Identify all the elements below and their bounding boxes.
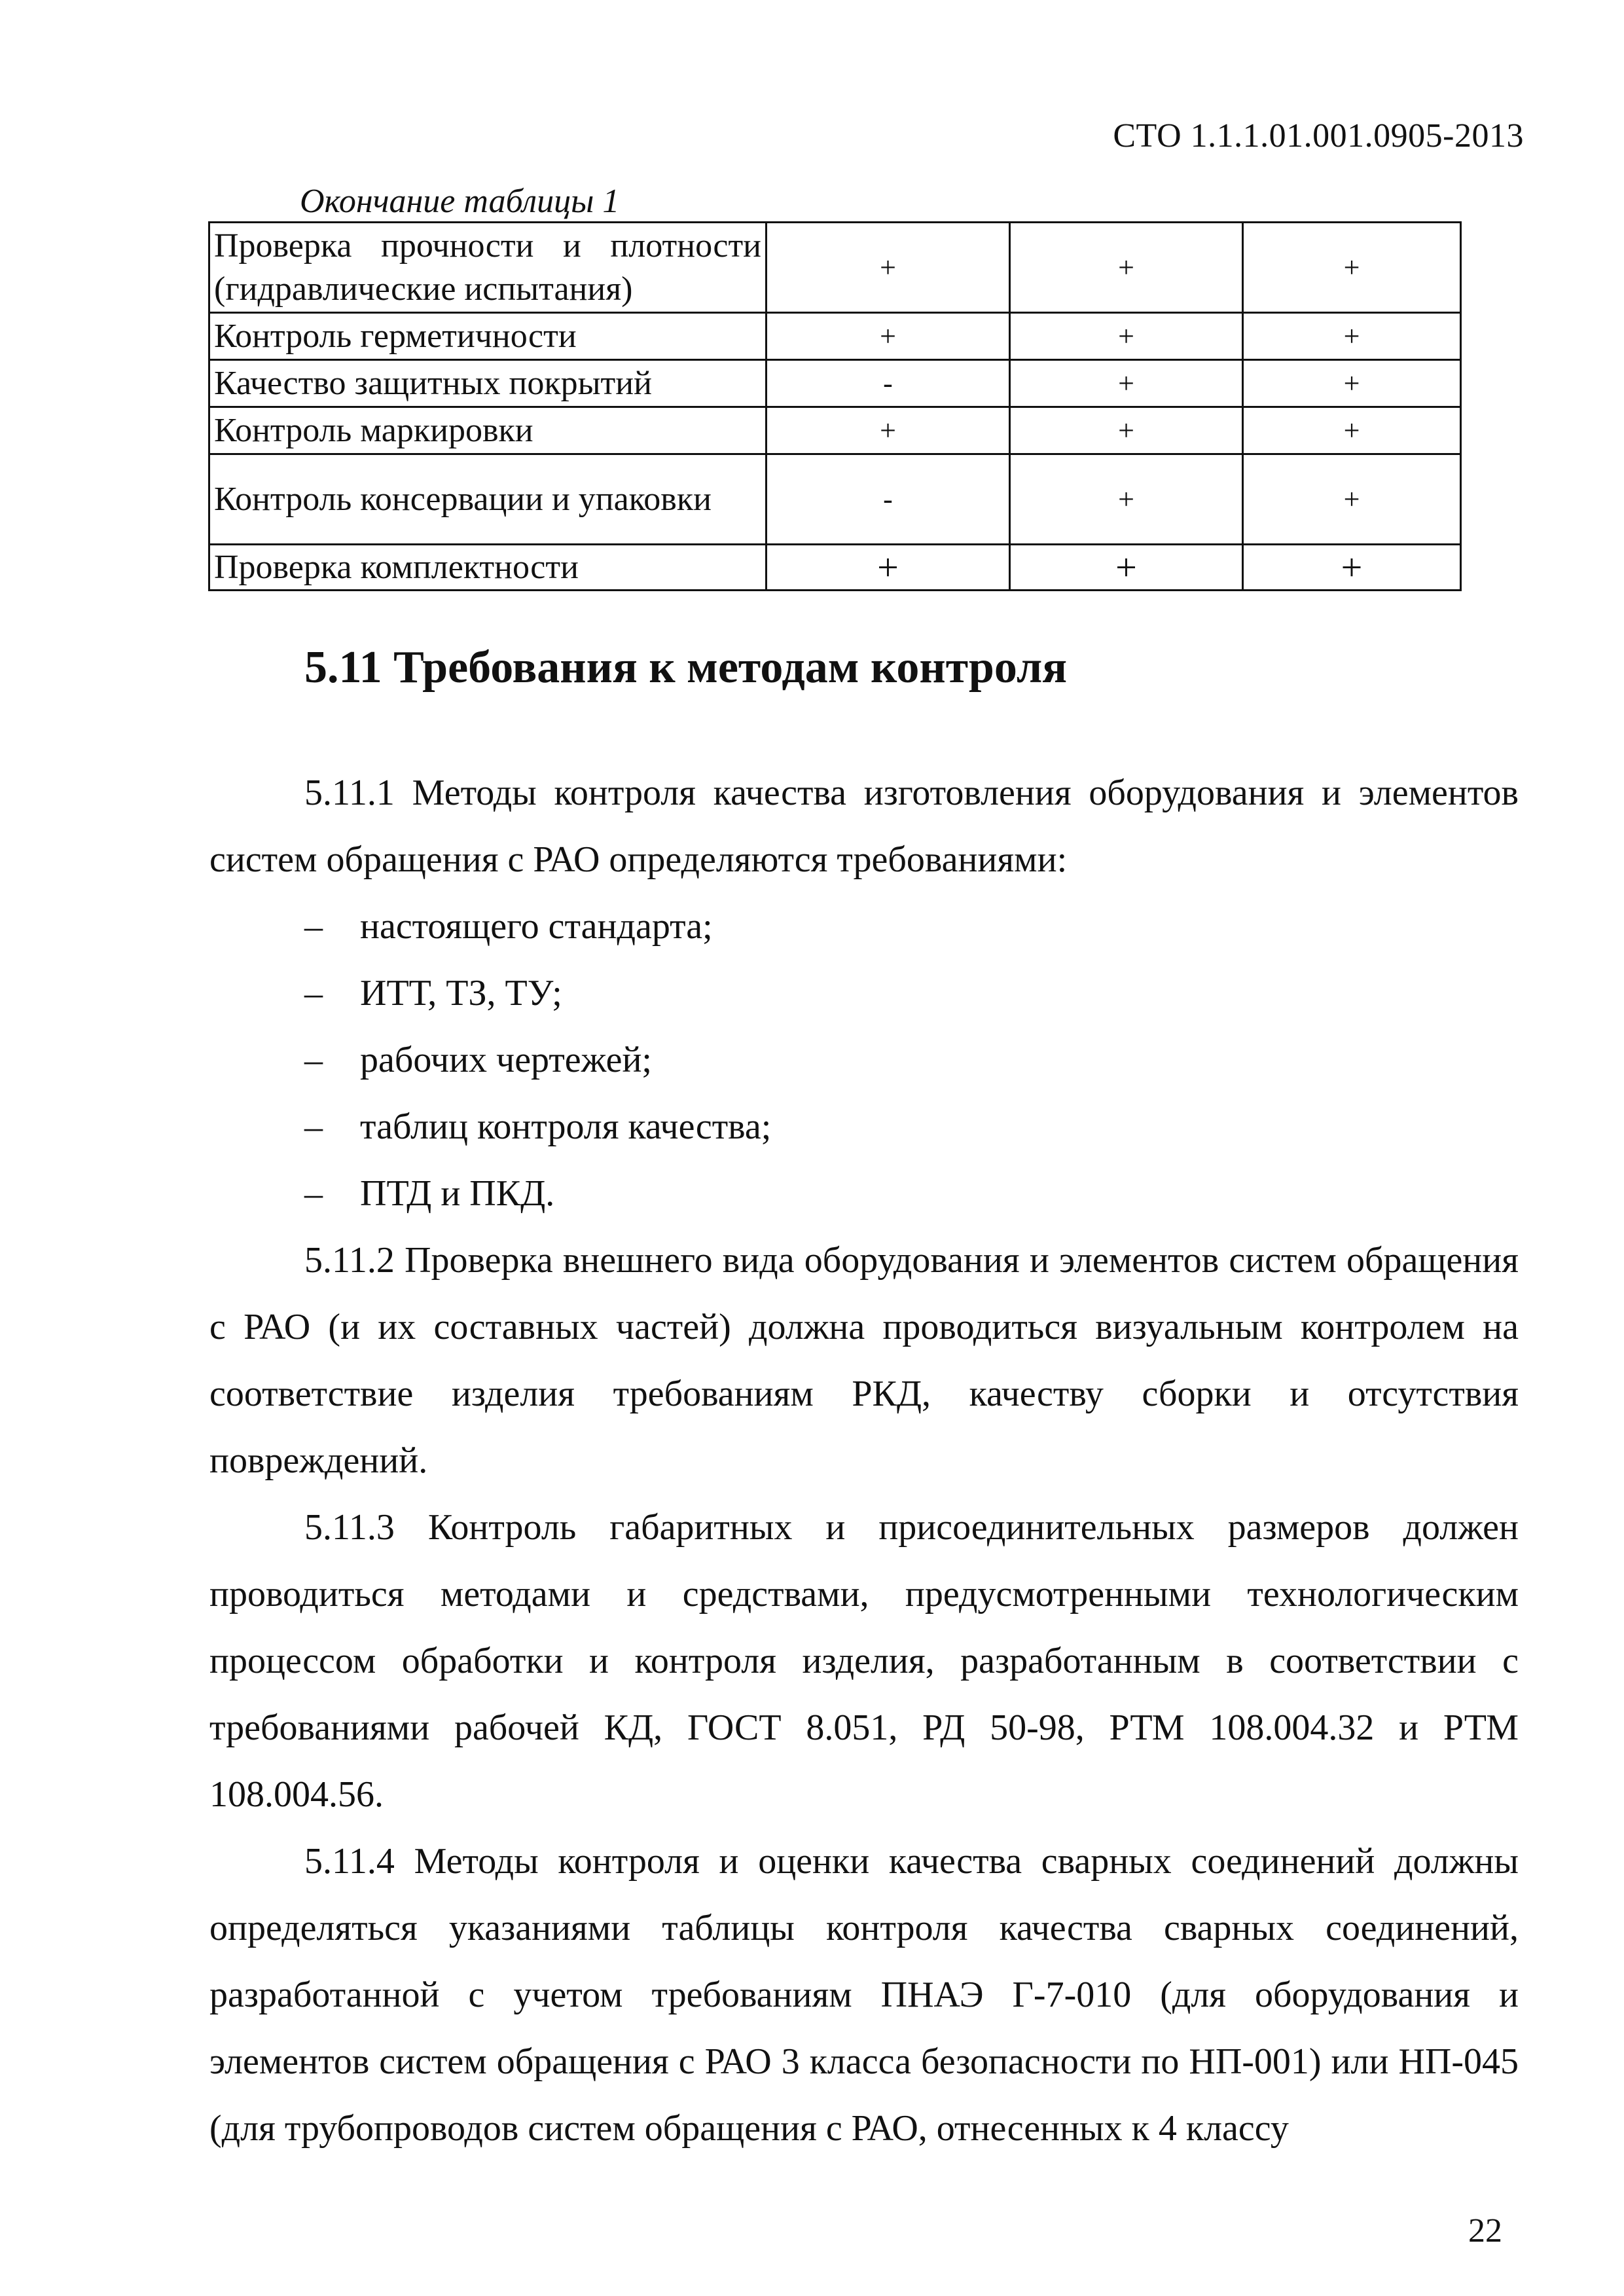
table-cell-mark: +	[1010, 407, 1243, 454]
table-cell-name: Контроль консервации и упаковки	[209, 454, 767, 545]
table-cell-name: Качество защитных покрытий	[209, 360, 767, 407]
table-cell-mark: +	[767, 313, 1010, 360]
list-item	[209, 1027, 1519, 1093]
table-row	[209, 223, 1461, 313]
list-dash: –	[304, 1040, 323, 1080]
table-cell-mark: +	[767, 223, 1010, 313]
list-dash: –	[304, 1106, 323, 1147]
table-cell-mark: +	[1010, 223, 1243, 313]
list-item-text: настоящего стандарта;	[360, 906, 713, 947]
table-cell-mark: +	[1010, 313, 1243, 360]
section-heading: 5.11 Требования к методам контроля	[304, 642, 1068, 693]
table-cell-mark: +	[767, 407, 1010, 454]
list-item	[209, 960, 1519, 1027]
table-cell-name: Контроль маркировки	[209, 407, 767, 454]
table-cell-mark: +	[1010, 360, 1243, 407]
table-cell-mark: +	[1243, 454, 1461, 545]
table-caption: Окончание таблицы 1	[300, 183, 620, 220]
table-cell-mark: +	[1243, 360, 1461, 407]
list-item	[209, 1160, 1519, 1227]
paragraph-5-11-2: 5.11.2 Проверка внешнего вида оборудования и элементов систем обращения с РАО (и их составных частей) должна проводиться визуальным контролем на соответствие изделия требованиям РКД, качеству сборки и отсутствия повреждений.	[209, 1240, 1519, 1481]
page-number: 22	[1468, 2212, 1502, 2250]
table-cell-mark: -	[767, 360, 1010, 407]
table-row	[209, 454, 1461, 545]
control-table	[208, 221, 1462, 591]
paragraph-5-11-3: 5.11.3 Контроль габаритных и присоединительных размеров должен проводиться методами и средствами, предусмотренными технологическим процессом обработки и контроля изделия, разработанным в соответствии с требованиями рабочей КД, ГОСТ 8.051, РД 50-98, РТМ 108.004.32 и РТМ 108.004.56.	[209, 1507, 1519, 1815]
requirements-list	[209, 893, 1519, 1227]
list-item-text: ИТТ, ТЗ, ТУ;	[360, 973, 562, 1013]
table-cell-mark: -	[767, 454, 1010, 545]
table-cell-mark: +	[1243, 313, 1461, 360]
table-cell-name: Проверка комплектности	[209, 545, 767, 591]
table-cell-mark: +	[1243, 223, 1461, 313]
document-code: СТО 1.1.1.01.001.0905-2013	[1113, 117, 1524, 155]
table-cell-mark: +	[1243, 407, 1461, 454]
table-row	[209, 545, 1461, 591]
table-cell-mark: +	[1010, 454, 1243, 545]
table-cell-name: Контроль герметичности	[209, 313, 767, 360]
table-row	[209, 360, 1461, 407]
table-cell-mark: +	[1010, 545, 1243, 591]
table-cell-mark: +	[1243, 545, 1461, 591]
list-item-text: таблиц контроля качества;	[360, 1106, 772, 1147]
list-item-text: рабочих чертежей;	[360, 1040, 652, 1080]
table-cell-name: Проверка прочности и плотности (гидравлические испытания)	[209, 223, 767, 313]
table-cell-mark: +	[767, 545, 1010, 591]
table-row	[209, 313, 1461, 360]
list-item	[209, 893, 1519, 960]
list-item-text: ПТД и ПКД.	[360, 1173, 555, 1214]
table-row	[209, 407, 1461, 454]
list-item	[209, 1093, 1519, 1160]
list-dash: –	[304, 906, 323, 947]
list-dash: –	[304, 1173, 323, 1214]
section-body	[209, 759, 1519, 2162]
paragraph-5-11-4: 5.11.4 Методы контроля и оценки качества сварных соединений должны определяться указаниями таблицы контроля качества сварных соединений, разработанной с учетом требованиям ПНАЭ Г-7-010 (для оборудования и элементов систем обращения с РАО 3 класса безопасности по НП-001) или НП-045 (для трубопроводов систем обращения с РАО, отнесенных к 4 классу	[209, 1841, 1519, 2149]
paragraph-5-11-1: 5.11.1 Методы контроля качества изготовления оборудования и элементов систем обращения с РАО определяются требованиями:	[209, 773, 1519, 880]
list-dash: –	[304, 973, 323, 1013]
